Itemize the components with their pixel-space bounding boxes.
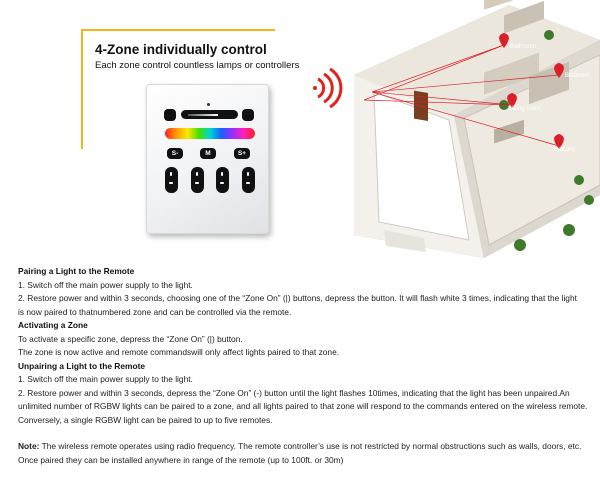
unpairing-line-2: 2. Restore power and within 3 seconds, depress the “Zone On” (-) button until the light flashes 10times, indicating that the light has been unpaired.An bbox=[18, 387, 570, 398]
room-label-bedroom: Bedroom bbox=[565, 73, 590, 79]
instructions-text bbox=[18, 265, 588, 467]
unpairing-line-1: 1. Switch off the main power supply to the light. bbox=[18, 374, 193, 384]
room-label-balcony: Balcony bbox=[554, 147, 576, 153]
zone-4-button[interactable] bbox=[242, 167, 255, 193]
speed-plus-button[interactable]: S+ bbox=[234, 148, 250, 159]
activating-line-2: The zone is now active and remote commandswill only affect lights paired to that zone. bbox=[18, 347, 340, 357]
note-label: Note: bbox=[18, 441, 40, 451]
pairing-line-2: 2. Restore power and within 3 seconds, choosing one of the “Zone On” (|) buttons, depress the button. It will flash white 3 times, indicating that the light bbox=[18, 293, 577, 303]
wall-panel-remote bbox=[146, 84, 269, 234]
zone-3-button[interactable] bbox=[216, 167, 229, 193]
brightness-slider[interactable] bbox=[181, 110, 238, 119]
note-line-1 bbox=[18, 440, 588, 454]
indicator-led bbox=[207, 103, 210, 106]
heading-unpairing: Unpairing a Light to the Remote bbox=[18, 360, 146, 371]
heading-pairing: Pairing a Light to the Remote bbox=[18, 266, 135, 276]
unpairing-line-4: Conversely, a single RGBW light can be paired to up to five remotes. bbox=[18, 414, 273, 425]
color-wheel-slider[interactable] bbox=[165, 128, 255, 139]
speed-minus-button[interactable]: S- bbox=[167, 148, 183, 159]
heading-activating: Activating a Zone bbox=[18, 320, 88, 330]
zone-1-button[interactable] bbox=[165, 167, 178, 193]
unpairing-line-3: unlimited number of RGBW lights can be paired to a zone, and all lights paired to that zone will respond to the commands entered on the wireless remote. bbox=[18, 401, 588, 411]
pairing-line-3: is now paired to thatnumbered zone and can be controlled via the remote. bbox=[18, 306, 292, 317]
wireless-signal-icon bbox=[304, 68, 344, 108]
minus-button[interactable] bbox=[164, 109, 176, 121]
callout-subtitle: Each zone control countless lamps or controllers bbox=[95, 60, 300, 71]
pairing-line-1: 1. Switch off the main power supply to the light. bbox=[18, 279, 193, 290]
room-label-bathroom: Bathroom bbox=[510, 44, 537, 50]
house-floorplan-illustration bbox=[354, 0, 600, 258]
mode-button[interactable]: M bbox=[200, 148, 216, 159]
note-line-2: Once paired they can be installed anywhere in range of the remote (up to 100ft. or 30m) bbox=[18, 454, 344, 465]
activating-line-1: To activate a specific zone, depress the “Zone On” (|) button. bbox=[18, 333, 243, 344]
zone-2-button[interactable] bbox=[191, 167, 204, 193]
power-button[interactable] bbox=[242, 109, 254, 121]
callout-title: 4-Zone individually control bbox=[95, 42, 267, 57]
room-label-sitting-room: Sitting room bbox=[508, 106, 541, 112]
note-text-1: The wireless remote operates using radio frequency. The remote controller’s use is not restricted by normal obstructions such as walls, doors, etc. bbox=[39, 441, 582, 451]
